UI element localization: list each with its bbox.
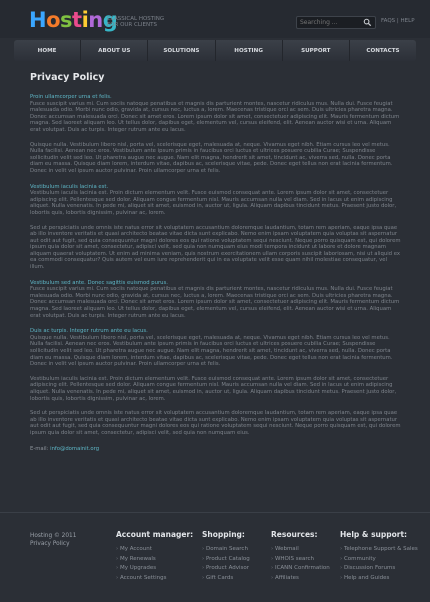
- footer-link[interactable]: › Domain Search: [202, 545, 250, 555]
- policy-section: [30, 184, 402, 271]
- search-box: [296, 16, 376, 29]
- logo[interactable]: [29, 8, 117, 32]
- footer-link[interactable]: › My Renewals: [116, 555, 193, 565]
- email-label: E-mail:: [30, 445, 49, 452]
- footer-link[interactable]: › Discussion Forums: [340, 564, 418, 574]
- logo-letter: n: [88, 8, 103, 32]
- section-paragraph: Fusce suscipit varius mi. Cum sociis natoque penatibus et magnis dis parturient montes, nascetur ridiculus mus. Nulla dui. Fusce feugiat malesuada odio. Morbi nunc odio, gravida at, cursus nec, luctus a, lorem. Maecenas tristique orci ac sem. Duis ultricies pharetra magna. Donec accumsan malesuada orci. Donec sit amet eros. Lorem ipsum dolor sit amet, consectetuer adipiscing elit. Mauris fermentum dictum magna. Sed laoreet aliquam leo. Ut tellus dolor, dapibus eget, elementum vel, cursus eleifend, elit. Aenean auctor wisi et urna. Aliquam erat volutpat. Duis ac turpis. Integer rutrum ante eu lacus.: [30, 100, 400, 133]
- section-paragraph: Vestibulum iaculis lacinia est. Proin dictum elementum velit. Fusce euismod consequat ante. Lorem ipsum dolor sit amet, consectetuer adipiscing elit. Pellentesque sed dolor. Aliquam congue fermentum nisl. Mauris accumsan nulla vel diam. Sed in lacus ut enim adipiscing aliquet. Nulla venenatis. In pede mi, aliquet sit amet, euismod in, auctor ut, ligula. Aliquam dapibus tincidunt metus. Praesent justo dolor, lobortis quis, lobortis dignissim, pulvinar ac, lorem.: [30, 190, 397, 216]
- footer-column-account: [116, 530, 193, 583]
- copyright-block: [30, 532, 76, 548]
- section-heading: Duis ac turpis. Integer rutrum ante eu lacus.: [30, 328, 148, 335]
- section-paragraph: Fusce suscipit varius mi. Cum sociis natoque penatibus et magnis dis parturient montes, nascetur ridiculus mus. Nulla dui. Fusce feugiat malesuada odio. Morbi nunc odio, gravida at, cursus nec, luctus a, lorem. Maecenas tristique orci ac sem. Duis ultricies pharetra magna. Donec accumsan malesuada orci. Donec sit amet eros. Lorem ipsum dolor sit amet, consectetuer adipiscing elit. Mauris fermentum dictum magna. Sed laoreet aliquam leo. Ut tellus dolor, dapibus eget, elementum vel, cursus eleifend, elit. Aenean auctor wisi et urna. Aliquam erat volutpat. Duis ac turpis. Integer rutrum ante eu lacus.: [30, 286, 400, 319]
- footer-link[interactable]: › My Account: [116, 545, 193, 555]
- main-nav: [14, 40, 416, 61]
- logo-letter: H: [29, 8, 47, 32]
- nav-hosting[interactable]: HOSTING: [216, 40, 283, 61]
- top-links-separator: |: [396, 18, 399, 24]
- footer-heading: Account manager:: [116, 530, 194, 539]
- section-paragraph: Vestibulum iaculis lacinia est. Proin dictum elementum velit. Fusce euismod consequat ante. Lorem ipsum dolor sit amet, consectetuer adipiscing elit. Pellentesque sed dolor. Aliquam congue fermentum nisl. Mauris accumsan nulla vel diam. Sed in lacus ut enim adipiscing aliquet. Nulla venenatis. In pede mi, aliquet sit amet, euismod in, auctor ut, ligula. Aliquam dapibus tincidunt metus. Praesent justo dolor, lobortis quis, lobortis dignissim, pulvinar ac, lorem.: [30, 375, 397, 402]
- footer-heading: Help & support:: [340, 530, 408, 539]
- tagline: [107, 16, 187, 28]
- section-paragraph: Quisque nulla. Vestibulum libero nisl, porta vel, scelerisque eget, malesuada at, neque. Vivamus eget nibh. Etiam cursus leo vel metus. Nulla facilisi. Aenean nec eros. Vestibulum ante ipsum primis in faucibus orci luctus et ultrices posuere cubilia Curae; Suspendisse sollicitudin velit sed leo. Ut pharetra augue nec augue. Nam elit magna, hendrerit sit amet, tincidunt ac, viverra sed, nulla. Donec porta diam eu massa. Quisque diam lorem, interdum vitae, dapibus ac, scelerisque vitae, pede. Donec eget tellus non erat lacinia fermentum. Donec in velit vel ipsum auctor pulvinar. Proin ullamcorper urna et felis.: [30, 141, 393, 174]
- nav-contacts[interactable]: CONTACTS: [366, 47, 400, 54]
- footer-link[interactable]: › Telephone Support & Sales: [340, 545, 418, 555]
- section-paragraph: Sed ut perspiciatis unde omnis iste natus error sit voluptatem accusantium doloremque laudantium, totam rem aperiam, eaque ipsa quae ab illo inventore veritatis et quasi architecto beatae vitae dicta sunt explicabo. Nemo enim ipsam voluptatem quia voluptas sit aspernatur aut odit aut fugit, sed quia consequuntur magni dolores eos qui ratione voluptatem sequi nesciunt. Neque porro quisquam est, qui dolorem ipsum quia dolor sit amet, consectetur, adipisci velit, sed quia non numquam eius.: [30, 410, 401, 436]
- nav-about-us[interactable]: ABOUT US: [81, 40, 148, 61]
- search-icon[interactable]: [363, 18, 372, 27]
- header: [0, 0, 430, 38]
- section-heading: Vestibulum iaculis lacinia est.: [30, 183, 109, 190]
- footer-link[interactable]: › Gift Cards: [202, 574, 250, 584]
- footer-divider: [0, 512, 430, 513]
- section-paragraph: Quisque nulla. Vestibulum libero nisl, porta vel, scelerisque eget, malesuada at, neque. Vivamus eget nibh. Etiam cursus leo vel metus. Nulla facilisi. Aenean nec eros. Vestibulum ante ipsum primis in faucibus orci luctus et ultrices posuere cubilia Curae; Suspendisse sollicitudin velit sed leo. Ut pharetra augue nec augue. Nam elit magna, hendrerit sit amet, tincidunt ac, viverra sed, nulla. Donec porta diam eu massa. Quisque diam lorem, interdum vitae, dapibus ac, scelerisque vitae, pede. Donec eget tellus non erat lacinia fermentum. Donec in velit vel ipsum auctor pulvinar. Proin ullamcorper urna et felis.: [30, 334, 393, 368]
- footer-link[interactable]: › Product Catalog: [202, 555, 250, 565]
- logo-letter: g: [102, 8, 118, 32]
- footer-link[interactable]: › ICANN Confirmation: [271, 564, 330, 574]
- footer-link[interactable]: › Product Advisor: [202, 564, 250, 574]
- section-heading: Vestibulum sed ante. Donec sagittis euismod purus.: [30, 279, 168, 286]
- footer-heading: Resources:: [271, 530, 318, 539]
- policy-section: [30, 280, 402, 320]
- footer-link[interactable]: › Help and Guides: [340, 574, 418, 584]
- email-line: [30, 446, 402, 453]
- tagline-line-1: CLASSICAL HOSTING: [107, 16, 165, 22]
- logo-letter: t: [72, 8, 82, 32]
- footer-column-shopping: [202, 530, 250, 583]
- footer-column-resources: [271, 530, 330, 583]
- nav-solutions[interactable]: SOLUTIONS: [148, 40, 215, 61]
- footer-link[interactable]: › Webmail: [271, 545, 330, 555]
- logo-letter: o: [46, 8, 61, 32]
- logo-letter: s: [60, 8, 73, 32]
- faqs-link[interactable]: FAQS: [381, 18, 396, 24]
- footer-column-help: [340, 530, 418, 583]
- tagline-line-2: FOR OUR CLIENTS: [107, 22, 157, 28]
- footer-heading: Shopping:: [202, 530, 245, 539]
- footer-link[interactable]: › Community: [340, 555, 418, 565]
- copyright-text: Hosting © 2011: [30, 533, 77, 539]
- nav-support[interactable]: SUPPORT: [283, 40, 350, 61]
- policy-content: [30, 94, 402, 452]
- footer-link[interactable]: › Affiliates: [271, 574, 330, 584]
- privacy-policy-link[interactable]: Privacy Policy: [30, 541, 70, 547]
- logo-letter: i: [81, 8, 89, 32]
- help-link[interactable]: HELP: [400, 18, 415, 24]
- footer-link[interactable]: › WHOIS search: [271, 555, 330, 565]
- nav-home[interactable]: HOME: [14, 40, 81, 61]
- email-link[interactable]: info@domainit.org: [50, 445, 100, 452]
- policy-section: [30, 94, 402, 175]
- section-paragraph: Sed ut perspiciatis unde omnis iste natus error sit voluptatem accusantium doloremque laudantium, totam rem aperiam, eaque ipsa quae ab illo inventore veritatis et quasi architecto beatae vitae dicta sunt explicabo. Nemo enim ipsam voluptatem quia voluptas sit aspernatur aut odit aut fugit, sed quia consequuntur magni dolores eos qui ratione voluptatem sequi nesciunt. Neque porro quisquam est, qui dolorem ipsum quia dolor sit amet, consectetur, adipisci velit, sed quia non numquam eius modi tempora incidunt ut labore et dolore magnam aliquam quaerat voluptatem. Ut enim ad minima veniam, quis nostrum exercitationem ullam corporis suscipit laboriosam, nisi ut aliquid ex ea commodi consequatur? Quis autem vel eum iure reprehenderit qui in ea voluptate velit esse quam nihil molestiae consequatur, vel illum.: [30, 224, 401, 271]
- search-input[interactable]: [300, 17, 358, 28]
- page-title: Privacy Policy: [30, 72, 105, 83]
- footer-link[interactable]: › My Upgrades: [116, 564, 193, 574]
- top-links: [381, 18, 415, 24]
- policy-section: [30, 328, 402, 436]
- footer-link[interactable]: › Account Settings: [116, 574, 193, 584]
- section-heading: Proin ullamcorper urna et felis.: [30, 94, 112, 100]
